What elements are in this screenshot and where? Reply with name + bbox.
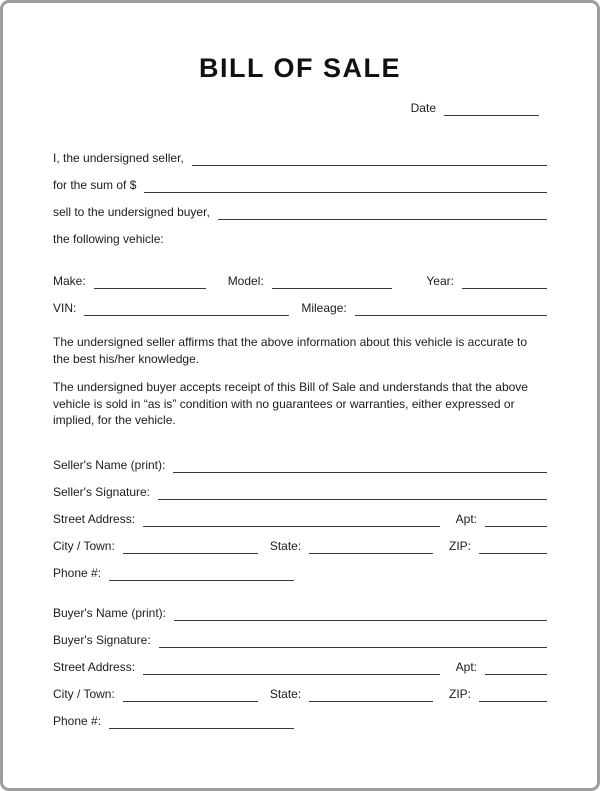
seller-phone-label: Phone #: — [53, 565, 102, 580]
buyer-name-field[interactable] — [174, 605, 547, 621]
buyer-zip-field[interactable] — [479, 686, 547, 702]
vehicle-row-2 — [53, 300, 547, 316]
seller-city-field[interactable] — [123, 538, 258, 554]
buyer-phone-row — [53, 713, 547, 729]
buyer-zip-label: ZIP: — [448, 686, 471, 701]
seller-phone-row — [53, 565, 547, 581]
buyer-city-label: City / Town: — [53, 686, 115, 701]
buyer-apt-field[interactable] — [485, 659, 547, 675]
seller-apt-field[interactable] — [485, 511, 547, 527]
seller-name-intro-field[interactable] — [192, 150, 547, 166]
seller-apt-label: Apt: — [455, 511, 477, 526]
seller-affirmation-text: The undersigned seller affirms that the above information about this vehicle is accurate to the best his/her knowledge. — [53, 335, 528, 366]
buyer-apt-label: Apt: — [455, 659, 477, 674]
mileage-field[interactable] — [355, 300, 547, 316]
model-label: Model: — [227, 274, 264, 288]
seller-name-row — [53, 457, 547, 473]
seller-signature-row — [53, 484, 547, 500]
vin-label: VIN: — [53, 301, 77, 315]
buyer-street-label: Street Address: — [53, 659, 136, 674]
date-field[interactable] — [444, 100, 539, 116]
seller-street-field[interactable] — [143, 511, 440, 527]
intro-row-buyer — [53, 204, 547, 220]
year-field[interactable] — [462, 273, 547, 289]
sum-amount-field[interactable] — [144, 177, 547, 193]
year-label: Year: — [426, 274, 454, 288]
undersigned-seller-label: I, the undersigned seller, — [53, 151, 184, 165]
buyer-signature-field[interactable] — [159, 632, 547, 648]
seller-zip-field[interactable] — [479, 538, 547, 554]
seller-name-field[interactable] — [173, 457, 547, 473]
following-vehicle-label: the following vehicle: — [53, 232, 164, 246]
model-field[interactable] — [272, 273, 393, 289]
buyer-phone-label: Phone #: — [53, 713, 102, 728]
seller-city-label: City / Town: — [53, 538, 115, 553]
vin-field[interactable] — [84, 300, 289, 316]
affirmation-section — [53, 334, 547, 429]
seller-phone-field[interactable] — [109, 565, 294, 581]
seller-zip-label: ZIP: — [448, 538, 471, 553]
vehicle-row-1 — [53, 273, 547, 289]
intro-row-seller — [53, 150, 547, 166]
undersigned-buyer-label: sell to the undersigned buyer, — [53, 205, 210, 219]
buyer-city-row — [53, 686, 547, 702]
buyer-street-field[interactable] — [143, 659, 440, 675]
seller-street-row — [53, 511, 547, 527]
buyer-state-label: State: — [269, 686, 302, 701]
intro-row-vehicle — [53, 231, 547, 247]
sum-label: for the sum of $ — [53, 178, 137, 192]
buyer-signature-row — [53, 632, 547, 648]
intro-row-sum — [53, 177, 547, 193]
make-label: Make: — [53, 274, 86, 288]
date-label: Date — [410, 101, 436, 115]
seller-section — [53, 457, 547, 581]
mileage-label: Mileage: — [301, 301, 347, 315]
buyer-state-field[interactable] — [309, 686, 433, 702]
buyer-name-intro-field[interactable] — [218, 204, 547, 220]
buyer-name-label: Buyer's Name (print): — [53, 605, 166, 620]
seller-name-label: Seller's Name (print): — [53, 457, 166, 472]
form-title: BILL OF SALE — [198, 53, 401, 83]
seller-street-label: Street Address: — [53, 511, 136, 526]
buyer-street-row — [53, 659, 547, 675]
buyer-section — [53, 605, 547, 729]
vehicle-section — [53, 273, 547, 316]
seller-signature-field[interactable] — [158, 484, 547, 500]
seller-city-row — [53, 538, 547, 554]
buyer-signature-label: Buyer's Signature: — [53, 632, 151, 647]
date-row — [53, 100, 547, 116]
make-field[interactable] — [94, 273, 206, 289]
buyer-city-field[interactable] — [123, 686, 258, 702]
seller-state-field[interactable] — [309, 538, 433, 554]
seller-signature-label: Seller's Signature: — [53, 484, 151, 499]
seller-state-label: State: — [269, 538, 302, 553]
intro-section — [53, 150, 547, 247]
buyer-phone-field[interactable] — [109, 713, 294, 729]
buyer-name-row — [53, 605, 547, 621]
buyer-affirmation-text: The undersigned buyer accepts receipt of this Bill of Sale and understands that the above vehicle is sold in “as is” condition with no guarantees or warranties, either expressed or implied, for the vehicle. — [53, 380, 528, 428]
